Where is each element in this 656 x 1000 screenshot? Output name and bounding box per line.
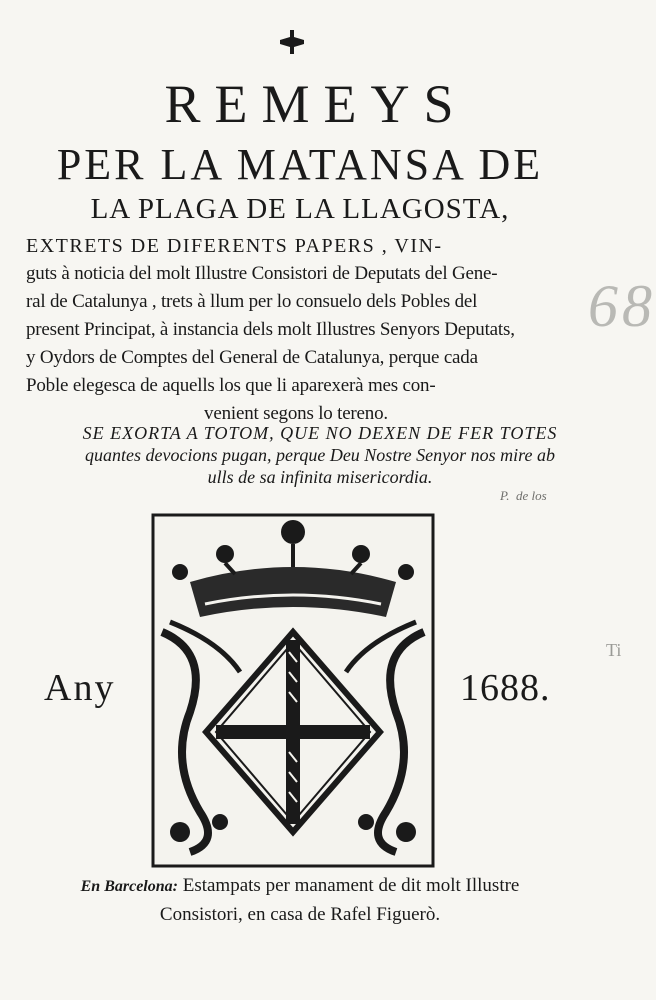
body-line: venient segons lo tereno. <box>204 403 388 424</box>
cross-ornament-icon <box>280 30 304 54</box>
title-line-matansa: PER LA MATANSA DE <box>56 140 544 189</box>
body-line: guts à noticia del molt Illustre Consistori de Deputats del Gene- <box>26 263 498 284</box>
imprint-place: En Barcelona: <box>80 878 178 895</box>
body-line: EXTRETS DE DIFERENTS PAPERS , VIN- <box>26 235 443 257</box>
body-line: Poble elegesca de aquells los que li aparexerà mes con- <box>26 375 436 396</box>
exhortation <box>70 422 570 488</box>
imprint-line <box>40 872 560 901</box>
year-number: 1688. <box>460 667 551 709</box>
imprint-line: Consistori, en casa de Rafel Figuerò. <box>159 904 441 925</box>
edge-mark: Ti <box>606 640 622 660</box>
title-line-llagosta: LA PLAGA DE LA LLAGOSTA, <box>90 193 510 225</box>
body-line: ral de Catalunya , trets à llum per lo consuelo dels Pobles del <box>26 291 478 312</box>
coat-of-arms-woodcut-icon <box>150 512 436 869</box>
year-word: Any <box>44 667 116 709</box>
body-line: present Principat, à instancia dels molt Illustres Senyors Deputats, <box>26 319 515 340</box>
body-paragraph <box>26 232 566 428</box>
imprint-text: Estampats per manament de dit molt Illustre <box>177 875 520 896</box>
title-line-remeys: REMEYS <box>164 74 468 134</box>
exhortation-line: quantes devocions pugan, perque Deu Nostre Senyor nos mire ab <box>85 445 555 465</box>
body-line: y Oydors de Comptes del General de Catalunya, perque cada <box>26 347 478 368</box>
margin-handwritten-number: 68 <box>588 273 656 339</box>
exhortation-line: ulls de sa infinita misericordia. <box>207 467 433 487</box>
exhortation-line: SE EXORTA A TOTOM, QUE NO DEXEN DE FER TOTES <box>82 423 558 443</box>
margin-handwritten-note: P. de los <box>500 488 547 503</box>
imprint <box>40 872 560 929</box>
